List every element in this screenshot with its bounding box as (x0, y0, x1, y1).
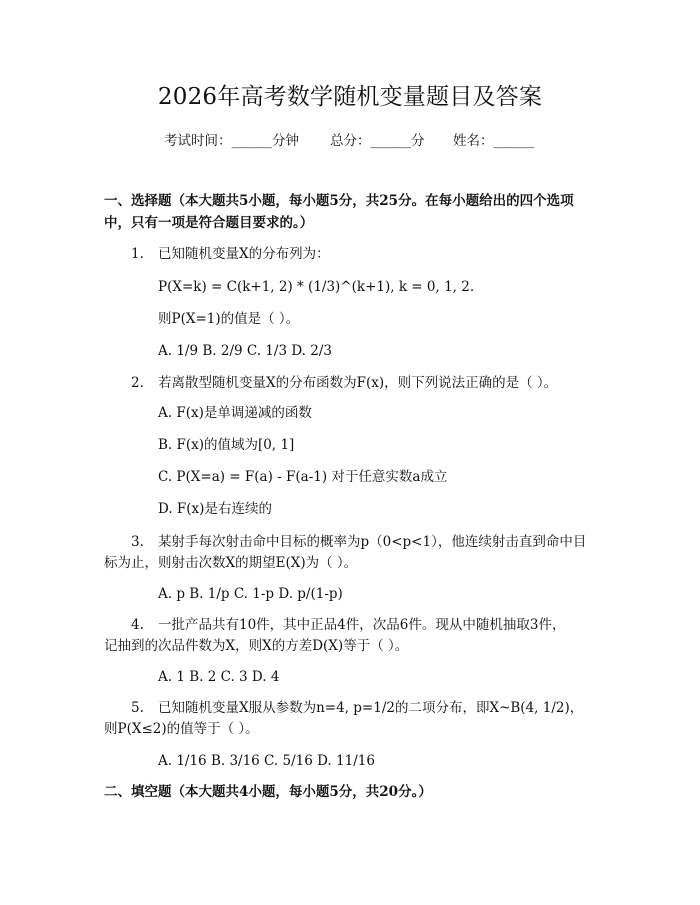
question-text: 标为止，则射击次数X的期望E(X)为（ ）。 (104, 555, 358, 571)
question-options: A. 1 B. 2 C. 3 D. 4 (158, 669, 280, 685)
question-options: A. 1/16 B. 3/16 C. 5/16 D. 11/16 (158, 753, 375, 769)
section1-heading-line1: 一、选择题（本大题共5小题，每小题5分，共25分。在每小题给出的四个选项 (104, 193, 574, 209)
option-c: C. P(X=a) = F(a) - F(a-1) 对于任意实数a成立 (158, 469, 448, 485)
question-options: A. p B. 1/p C. 1-p D. p/(1-p) (158, 586, 343, 602)
question-text: 已知随机变量X的分布列为： (158, 246, 330, 262)
question-number: 3. (131, 534, 144, 550)
option-b: B. F(x)的值域为[0, 1] (158, 437, 295, 453)
page-title: 2026年高考数学随机变量题目及答案 (157, 84, 543, 110)
question-text: 记抽到的次品件数为X，则X的方差D(X)等于（ ）。 (104, 638, 409, 654)
option-a: A. F(x)是单调递减的函数 (158, 405, 312, 421)
question-number: 5. (131, 700, 144, 716)
exam-meta-row (0, 131, 700, 151)
question-number: 4. (131, 617, 144, 633)
question-number: 1. (131, 246, 144, 262)
question-options: A. 1/9 B. 2/9 C. 1/3 D. 2/3 (158, 343, 332, 359)
total-score-field: 总分：______分 (330, 133, 425, 149)
question-text: 则P(X=1)的值是（ ）。 (158, 311, 300, 327)
question-text: 一批产品共有10件，其中正品4件，次品6件。现从中随机抽取3件， (158, 617, 566, 633)
question-text: 则P(X≤2)的值等于（ ）。 (104, 721, 259, 737)
section2-heading: 二、填空题（本大题共4小题，每小题5分，共20分。） (104, 784, 432, 800)
section1-heading-line2: 中，只有一项是符合题目要求的。） (104, 215, 314, 231)
question-text: 某射手每次射击命中目标的概率为p（0<p<1），他连续射击直到命中目 (158, 534, 587, 550)
exam-time-field: 考试时间：______分钟 (164, 133, 299, 149)
name-field: 姓名：______ (453, 133, 534, 149)
question-text: 若离散型随机变量X的分布函数为F(x)，则下列说法正确的是（ ）。 (158, 375, 558, 391)
question-text: 已知随机变量X服从参数为n=4, p=1/2的二项分布，即X~B(4, 1/2)， (158, 700, 584, 716)
question-formula: P(X=k) = C(k+1, 2) * (1/3)^(k+1), k = 0, 1, 2. (158, 279, 475, 295)
option-d: D. F(x)是右连续的 (158, 501, 272, 517)
question-number: 2. (131, 375, 144, 391)
